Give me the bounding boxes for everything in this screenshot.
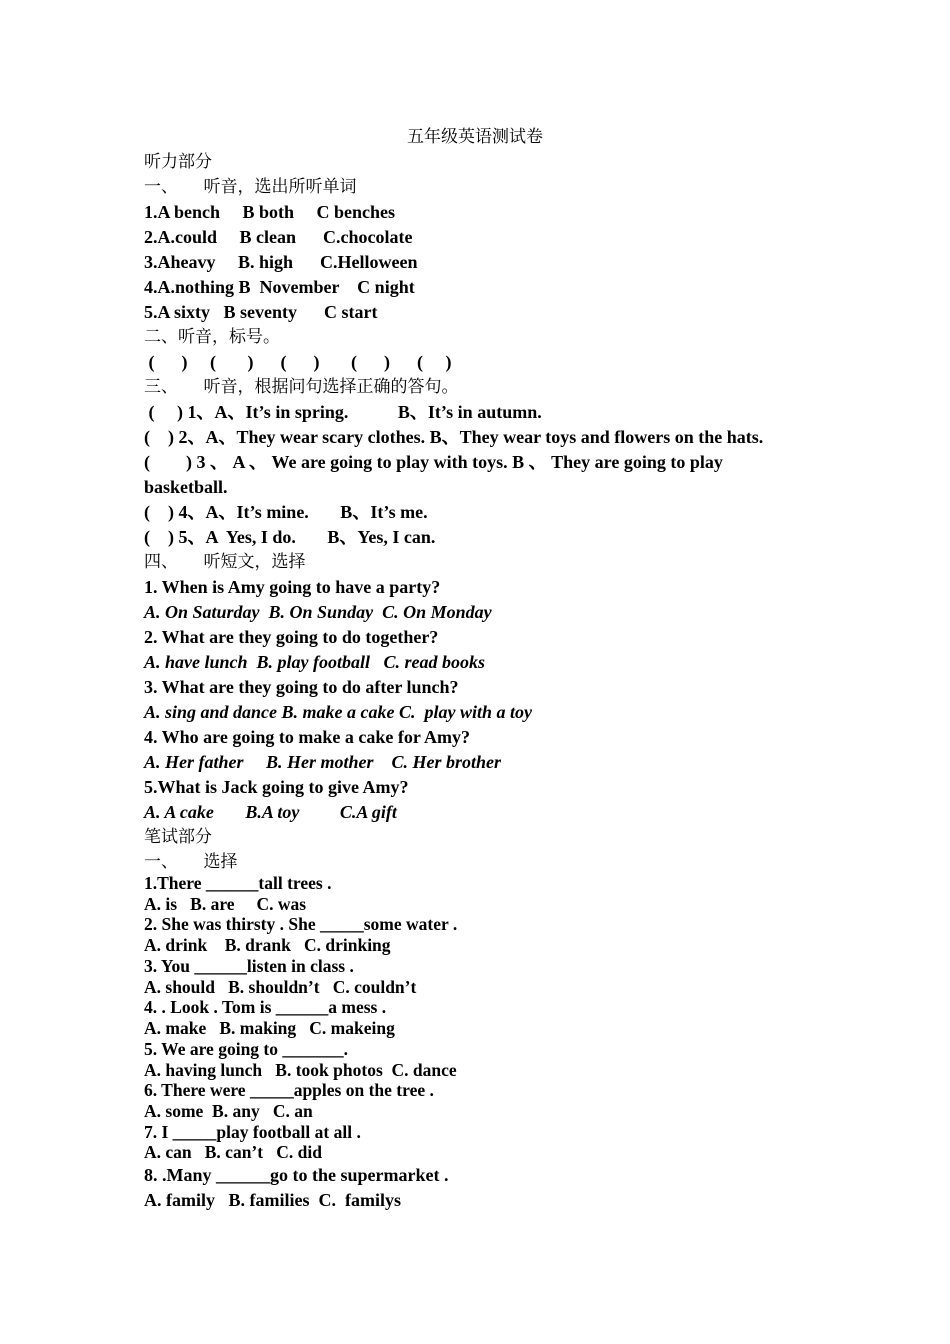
response-question-1: ( ) 1、A、It’s in spring. B、It’s in autumn. bbox=[144, 402, 542, 422]
response-question-3-continued: basketball. bbox=[144, 477, 228, 497]
passage-options: A. A cake B.A toy C.A gift bbox=[144, 802, 397, 822]
choice-options: A. some B. any C. an bbox=[144, 1101, 313, 1121]
choice-options: A. drink B. drank C. drinking bbox=[144, 935, 391, 955]
section-1-heading: 一、 听音，选出所听单词 bbox=[144, 177, 357, 197]
passage-question: 5.What is Jack going to give Amy? bbox=[144, 777, 409, 797]
choice-question: 7. I _____play football at all . bbox=[144, 1122, 361, 1142]
passage-options: A. On Saturday B. On Sunday C. On Monday bbox=[144, 602, 492, 622]
document-title: 五年级英语测试卷 bbox=[407, 127, 543, 147]
choice-options: A. having lunch B. took photos C. dance bbox=[144, 1060, 457, 1080]
passage-options: A. Her father B. Her mother C. Her brother bbox=[144, 752, 502, 772]
response-question-3: ( ) 3 、 A 、 We are going to play with toys. B 、 They are going to play bbox=[144, 452, 723, 472]
answer-brackets: ( ) ( ) ( ) ( ) ( ) bbox=[144, 352, 452, 372]
writing-heading: 笔试部分 bbox=[144, 827, 212, 847]
choice-question: 5. We are going to _______. bbox=[144, 1039, 349, 1059]
choice-question: 8. .Many ______go to the supermarket . bbox=[144, 1165, 449, 1185]
choice-question: 3. You ______listen in class . bbox=[144, 956, 354, 976]
choice-options: A. is B. are C. was bbox=[144, 894, 307, 914]
passage-question: 1. When is Amy going to have a party? bbox=[144, 577, 441, 597]
listening-word-item: 2.A.could B clean C.chocolate bbox=[144, 227, 413, 247]
passage-options: A. sing and dance B. make a cake C. play with a toy bbox=[144, 702, 533, 722]
response-question-5: ( ) 5、A Yes, I do. B、Yes, I can. bbox=[144, 527, 436, 547]
listening-word-item: 3.Aheavy B. high C.Helloween bbox=[144, 252, 418, 272]
response-question-4: ( ) 4、A、It’s mine. B、It’s me. bbox=[144, 502, 428, 522]
response-question-2: ( ) 2、A、They wear scary clothes. B、They wear toys and flowers on the hats. bbox=[144, 427, 764, 447]
choice-question: 2. She was thirsty . She _____some water . bbox=[144, 914, 458, 934]
passage-question: 4. Who are going to make a cake for Amy? bbox=[144, 727, 470, 747]
choice-question: 4. . Look . Tom is ______a mess . bbox=[144, 997, 387, 1017]
section-3-heading: 三、 听音，根据问句选择正确的答句。 bbox=[144, 377, 459, 397]
listening-word-item: 5.A sixty B seventy C start bbox=[144, 302, 378, 322]
listening-heading: 听力部分 bbox=[144, 152, 212, 172]
choice-question: 1.There ______tall trees . bbox=[144, 873, 332, 893]
choice-options: A. can B. can’t C. did bbox=[144, 1142, 322, 1162]
choice-options: A. family B. families C. familys bbox=[144, 1190, 401, 1210]
listening-word-item: 4.A.nothing B November C night bbox=[144, 277, 415, 297]
section-4-heading: 四、 听短文，选择 bbox=[144, 552, 306, 572]
listening-word-item: 1.A bench B both C benches bbox=[144, 202, 396, 222]
choice-question: 6. There were _____apples on the tree . bbox=[144, 1080, 434, 1100]
writing-section-1-heading: 一、 选择 bbox=[144, 852, 238, 872]
passage-question: 3. What are they going to do after lunch? bbox=[144, 677, 459, 697]
passage-options: A. have lunch B. play football C. read books bbox=[144, 652, 486, 672]
passage-question: 2. What are they going to do together? bbox=[144, 627, 439, 647]
choice-options: A. make B. making C. makeing bbox=[144, 1018, 395, 1038]
section-2-heading: 二、听音，标号。 bbox=[144, 327, 280, 347]
choice-options: A. should B. shouldn’t C. couldn’t bbox=[144, 977, 417, 997]
